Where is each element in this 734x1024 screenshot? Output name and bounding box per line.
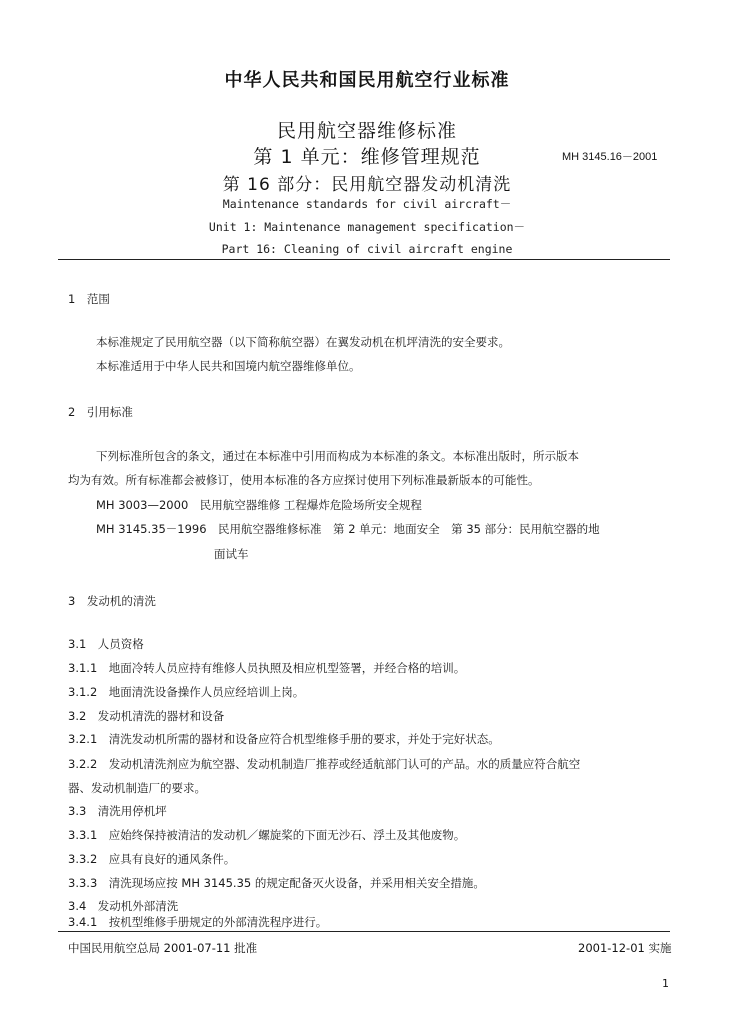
clause-3-2: 3.2 发动机清洗的器材和设备: [68, 709, 225, 723]
clause-3-4: 3.4 发动机外部清洗: [68, 899, 179, 913]
clause-3-3-3: 3.3.3 清洗现场应按 MH 3145.35 的规定配备灭火设备，并采用相关安全措施。: [68, 876, 485, 890]
section-1-paragraph-2: 本标准适用于中华人民共和国境内航空器维修单位。: [96, 359, 361, 373]
header-divider: [58, 259, 670, 260]
clause-3-4-1: 3.4.1 按机型维修手册规定的外部清洗程序进行。: [68, 915, 328, 929]
clause-3-3: 3.3 清洗用停机坪: [68, 804, 167, 818]
section-2-paragraph-line-2: 均为有效。所有标准都会被修订，使用本标准的各方应探讨使用下列标准最新版本的可能性。: [68, 473, 540, 487]
standard-number: MH 3145.16－2001: [562, 151, 658, 163]
approval-note: 中国民用航空总局 2001-07-11 批准: [68, 941, 258, 955]
section-2-heading: 2 引用标准: [68, 405, 133, 419]
english-title-line-2: Unit 1: Maintenance management specification－: [208, 220, 526, 234]
unit-title: 第 1 单元：维修管理规范: [253, 146, 481, 168]
english-title-line-3: Part 16: Cleaning of civil aircraft engine: [221, 242, 513, 256]
section-1-heading: 1 范围: [68, 292, 110, 306]
clause-3-1-1: 3.1.1 地面冷转人员应持有维修人员执照及相应机型签署，并经合格的培训。: [68, 661, 466, 675]
reference-2-line-1: MH 3145.35－1996 民用航空器维修标准 第 2 单元：地面安全 第 35 部分：民用航空器的地: [96, 522, 600, 536]
english-title-line-1: Maintenance standards for civil aircraft－: [222, 197, 512, 211]
clause-3-1-2: 3.1.2 地面清洗设备操作人员应经培训上岗。: [68, 685, 305, 699]
footer-divider: [58, 931, 670, 932]
clause-3-1: 3.1 人员资格: [68, 637, 144, 651]
implementation-date: 2001-12-01 实施: [578, 941, 672, 955]
clause-3-3-2: 3.3.2 应具有良好的通风条件。: [68, 852, 236, 866]
reference-1: MH 3003—2000 民用航空器维修 工程爆炸危险场所安全规程: [96, 498, 422, 512]
section-1-paragraph-1: 本标准规定了民用航空器（以下简称航空器）在翼发动机在机坪清洗的安全要求。: [96, 335, 510, 349]
part-title: 第 16 部分：民用航空器发动机清洗: [222, 175, 512, 195]
org-title: 中华人民共和国民用航空行业标准: [224, 70, 510, 91]
reference-2-line-2: 面试车: [214, 547, 249, 561]
page-number: 1: [662, 977, 669, 990]
section-3-heading: 3 发动机的清洗: [68, 594, 156, 608]
clause-3-3-1: 3.3.1 应始终保持被清洁的发动机／螺旋桨的下面无沙石、浮土及其他废物。: [68, 828, 466, 842]
clause-3-2-1: 3.2.1 清洗发动机所需的器材和设备应符合机型维修手册的要求，并处于完好状态。: [68, 732, 500, 746]
clause-3-2-2-line-2: 器、发动机制造厂的要求。: [68, 781, 206, 795]
clause-3-2-2-line-1: 3.2.2 发动机清洗剂应为航空器、发动机制造厂推荐或经适航部门认可的产品。水的质量应符合航空: [68, 757, 581, 771]
section-2-paragraph-line-1: 下列标准所包含的条文，通过在本标准中引用而构成为本标准的条文。本标准出版时，所示版本: [96, 449, 579, 463]
doc-title: 民用航空器维修标准: [276, 120, 457, 142]
